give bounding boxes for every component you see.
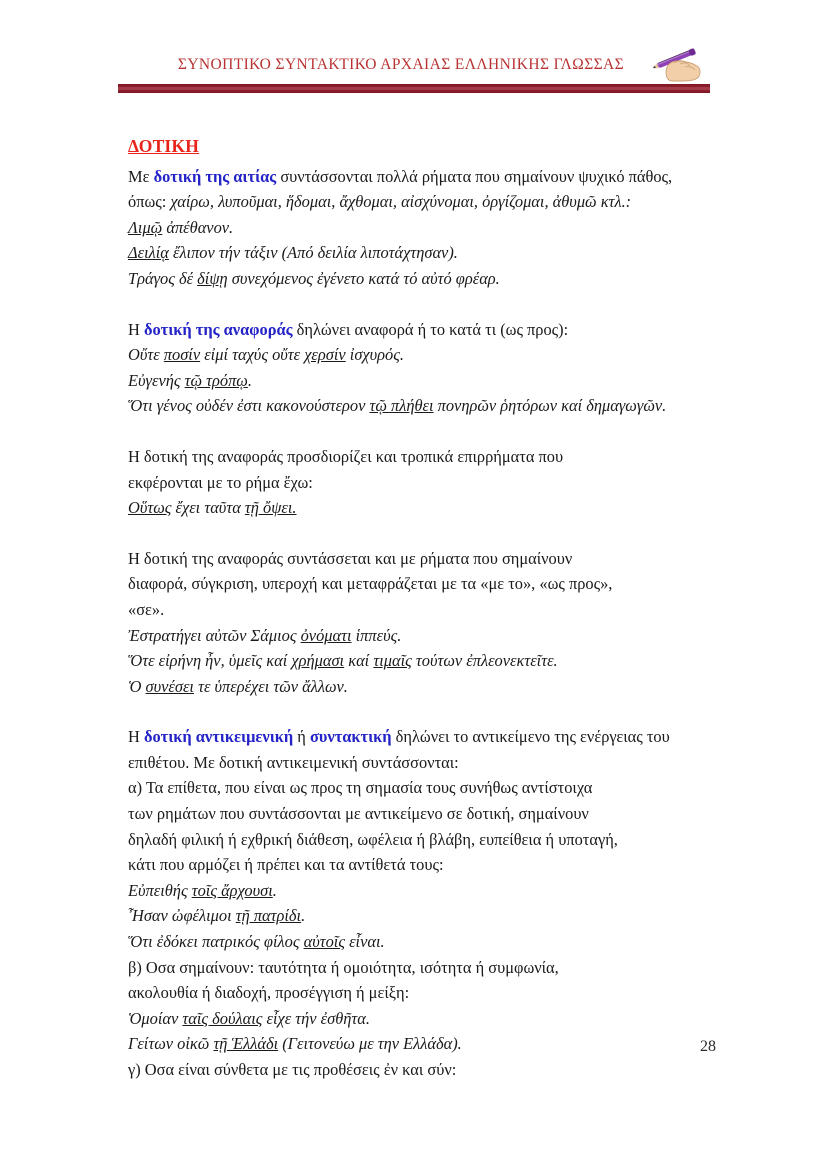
example-line bbox=[128, 215, 694, 241]
example-line bbox=[128, 368, 694, 394]
paragraph-gap bbox=[128, 521, 694, 546]
example-line bbox=[128, 240, 694, 266]
underlined-term: ταῖς δούλαις bbox=[182, 1008, 263, 1028]
examples-dotiki-anaforas-1 bbox=[128, 342, 694, 419]
writing-hand-icon bbox=[652, 42, 706, 82]
underlined-term: Οὕτως bbox=[128, 498, 172, 518]
body-line: κάτι που αρμόζει ή πρέπει και τα αντίθετά τους: bbox=[128, 855, 444, 875]
text-after: δηλώνει το αντικείμενο της ενέργειας του επιθέτου. Με δοτική αντικειμενική συντάσσονται: bbox=[128, 727, 670, 772]
page-number: 28 bbox=[700, 1038, 716, 1055]
paragraph-gap bbox=[128, 292, 694, 317]
example-line bbox=[128, 878, 694, 904]
paragraph-dotiki-antikeimeniki bbox=[128, 724, 694, 775]
example-rest: ἱππεύς. bbox=[351, 625, 402, 645]
paragraph-gap bbox=[128, 419, 694, 444]
text-before: Η bbox=[128, 727, 144, 747]
underlined-term: αὐτοῖς bbox=[303, 932, 345, 952]
example-line bbox=[128, 1031, 694, 1057]
example-pre: Ὁμοίαν bbox=[128, 1008, 183, 1028]
body-line: β) Οσα σημαίνουν: ταυτότητα ή ομοιότητα, ισότητα ή συμφωνία, bbox=[128, 957, 559, 977]
underlined-term: τῇ Ἑλλάδι bbox=[213, 1034, 279, 1054]
underlined-term: τῇ πατρίδι bbox=[235, 906, 302, 926]
text-before: Η bbox=[128, 319, 144, 339]
example-rest: ἀπέθανον. bbox=[162, 217, 234, 237]
example-line bbox=[128, 929, 694, 955]
example-mid: ἔχει ταῦτα bbox=[171, 498, 245, 518]
example-pre: Εὐπειθής bbox=[128, 880, 192, 900]
body-line: των ρημάτων που συντάσσονται με αντικείμενο σε δοτική, σημαίνουν bbox=[128, 804, 589, 824]
body-line: α) Τα επίθετα, που είναι ως προς τη σημασία τους συνήθως αντίστοιχα bbox=[128, 778, 593, 798]
example-line bbox=[128, 393, 694, 419]
examples-dotiki-aitias bbox=[128, 215, 694, 292]
body-line: δηλαδή φιλική ή εχθρική διάθεση, ωφέλεια ή βλάβη, ευπείθεια ή υποταγή, bbox=[128, 829, 618, 849]
text-after: συντάσσονται πολλά ρήματα που σημαίνουν ψυχικό πάθος, όπως: bbox=[128, 166, 673, 212]
underlined-term: χερσίν bbox=[304, 345, 346, 365]
underlined-term: τῷ πλήθει bbox=[369, 396, 434, 416]
underlined-term: τῇ ὄψει. bbox=[244, 498, 297, 518]
text-after: δηλώνει αναφορά ή το κατά τι (ως προς): bbox=[292, 319, 569, 339]
example-rest: εἶχε τήν ἐσθῆτα. bbox=[262, 1008, 370, 1028]
underlined-term: συνέσει bbox=[145, 676, 194, 696]
paragraph-gap bbox=[128, 699, 694, 724]
body-line: Η δοτική της αναφοράς προσδιορίζει και τροπικά επιρρήματα που bbox=[128, 446, 564, 466]
example-rest: . bbox=[247, 370, 252, 390]
example-pre: Τράγος δέ bbox=[128, 268, 198, 288]
underlined-term: ὀνόματι bbox=[300, 625, 352, 645]
list-item-beta bbox=[128, 955, 694, 1057]
example-line bbox=[128, 903, 694, 929]
body-line: ακολουθία ή διαδοχή, προσέγγιση ή μείξη: bbox=[128, 983, 410, 1003]
example-rest: συνεχόμενος ἐγένετο κατά τό αὐτό φρέαρ. bbox=[227, 268, 500, 288]
example-pre: Εὐγενής bbox=[128, 370, 185, 390]
example-pre: Ὅτι γένος οὐδέν ἐστι κακονούστερον bbox=[128, 396, 370, 416]
paragraph-dotiki-anaforas-3 bbox=[128, 546, 694, 700]
example-pre: Ἦσαν ὠφέλιμοι bbox=[128, 906, 236, 926]
underlined-term: Δειλίᾳ bbox=[128, 243, 169, 263]
list-item-alpha bbox=[128, 775, 694, 954]
verb-list-italic: χαίρω, λυποῦμαι, ἥδομαι, ἄχθομαι, αἰσχύνομαι, ὀργίζομαι, ἀθυμῶ κτλ.: bbox=[170, 192, 632, 212]
section-title: ΔΟΤΙΚΗ bbox=[128, 136, 200, 156]
example-line bbox=[128, 266, 694, 292]
example-mid: καί bbox=[344, 651, 374, 671]
paragraph-dotiki-anaforas-2 bbox=[128, 444, 694, 521]
highlight-dotiki-anaforas: δοτική της αναφοράς bbox=[143, 319, 293, 339]
example-pre: Γείτων οἰκῶ bbox=[128, 1034, 214, 1054]
example-line bbox=[128, 1006, 694, 1032]
document-header bbox=[118, 48, 710, 93]
paragraph-dotiki-aitias bbox=[128, 164, 694, 215]
underlined-term: τιμαῖς bbox=[373, 651, 412, 671]
underlined-term: χρήμασι bbox=[291, 651, 345, 671]
header-title: ΣΥΝΟΠΤΙΚΟ ΣΥΝΤΑΚΤΙΚΟ ΑΡΧΑΙΑΣ ΕΛΛΗΝΙΚΗΣ ΓΛΩΣΣΑΣ bbox=[177, 56, 625, 73]
example-pre: Ὅτι ἐδόκει πατρικός φίλος bbox=[128, 932, 304, 952]
underlined-term: δίψῃ bbox=[197, 268, 228, 288]
example-rest: . bbox=[301, 906, 306, 926]
example-rest: τούτων ἐπλεονεκτεῖτε. bbox=[411, 651, 558, 671]
example-rest: πονηρῶν ῥητόρων καί δημαγωγῶν. bbox=[433, 396, 667, 416]
example-line bbox=[128, 674, 694, 700]
example-pre: Οὔτε bbox=[128, 345, 164, 365]
example-rest: (Γειτονεύω με την Ελλάδα). bbox=[278, 1034, 462, 1054]
body-line: εκφέρονται με το ρήμα ἔχω: bbox=[128, 472, 313, 492]
example-pre: Ἐστρατήγει αὐτῶν Σάμιος bbox=[128, 625, 301, 645]
header-title-row bbox=[118, 48, 710, 82]
underlined-term: τῷ τρόπῳ bbox=[184, 370, 248, 390]
example-rest: τε ὑπερέχει τῶν ἄλλων. bbox=[193, 676, 348, 696]
body-line: Η δοτική της αναφοράς συντάσσεται και με ρήματα που σημαίνουν bbox=[128, 548, 573, 568]
list-item-gamma bbox=[128, 1057, 694, 1083]
example-line bbox=[128, 623, 694, 649]
text-before: Με bbox=[128, 166, 154, 186]
paragraph-dotiki-anaforas-1 bbox=[128, 317, 694, 343]
example-line bbox=[128, 342, 694, 368]
header-divider-rule bbox=[118, 84, 710, 93]
highlight-syntaktiki: συντακτική bbox=[309, 727, 392, 747]
example-pre: Ὅτε εἰρήνη ἦν, ὑμεῖς καί bbox=[128, 651, 292, 671]
body-line: διαφορά, σύγκριση, υπεροχή και μεταφράζεται με τα «με το», «ως προς», bbox=[128, 574, 613, 594]
document-body bbox=[128, 134, 694, 1083]
highlight-dotiki-aitias: δοτική της αιτίας bbox=[153, 166, 277, 186]
example-line bbox=[128, 648, 694, 674]
body-line: «σε». bbox=[128, 599, 165, 619]
example-rest: ἰσχυρός. bbox=[345, 345, 404, 365]
example-pre: Ὁ bbox=[128, 676, 146, 696]
example-rest: ἔλιπον τήν τάξιν (Από δειλία λιποτάχτησαν). bbox=[168, 243, 458, 263]
underlined-term: τοῖς ἄρχουσι bbox=[191, 880, 273, 900]
example-rest: εἶναι. bbox=[345, 932, 385, 952]
example-rest: . bbox=[272, 880, 277, 900]
underlined-term: ποσίν bbox=[163, 345, 201, 365]
text-mid: ή bbox=[293, 727, 310, 747]
highlight-dotiki-antikeimeniki: δοτική αντικειμενική bbox=[143, 727, 294, 747]
underlined-term: Λιμῷ bbox=[128, 217, 163, 237]
example-line bbox=[128, 495, 694, 521]
body-line: γ) Οσα είναι σύνθετα με τις προθέσεις ἐν και σύν: bbox=[128, 1060, 457, 1079]
example-mid: εἰμί ταχύς οὔτε bbox=[200, 345, 305, 365]
